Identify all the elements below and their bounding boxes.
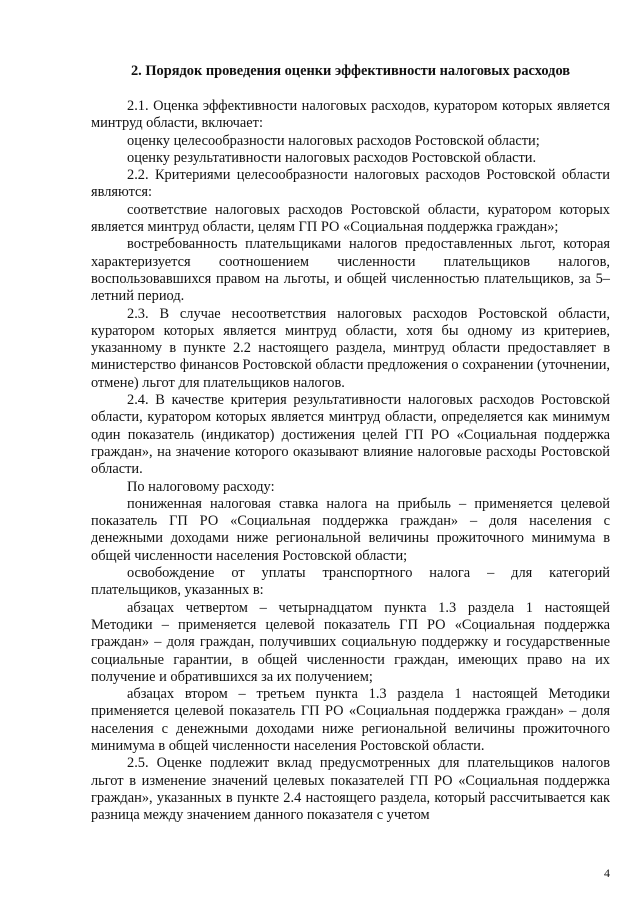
paragraph-item: пониженная налоговая ставка налога на прибыль – применяется целевой показатель ГП РО «Социальная поддержка граждан» – доля населения с денежными доходами ниже региональной величины прожиточного минимума в общей численности населения Ростовской области; — [91, 495, 610, 564]
section-body — [91, 98, 610, 824]
paragraph-2-3: 2.3. В случае несоответствия налоговых расходов Ростовской области, куратором которых является минтруд области, хотя бы одному из критериев, указанному в пункте 2.2 настоящего раздела, минтруд области предоставляет в министерство финансов Ростовской области предложения о сохранении (уточнении, отмене) льгот для плательщиков налогов. — [91, 305, 610, 391]
paragraph-item: абзацах втором – третьем пункта 1.3 раздела 1 настоящей Методики применяется целевой показатель ГП РО «Социальная поддержка граждан» – доля населения с денежными доходами ниже региональной величины прожиточного минимума в общей численности населения Ростовской области. — [91, 686, 610, 754]
paragraph-2-1: 2.1. Оценка эффективности налоговых расходов, куратором которых является минтруд области, включает: — [91, 98, 610, 132]
paragraph-2-5: 2.5. Оценке подлежит вклад предусмотренных для плательщиков налогов льгот в изменение значений целевых показателей ГП РО «Социальная поддержка граждан», указанных в пункте 2.4 настоящего раздела, который рассчитывается как разница между значением данного показателя с учетом — [91, 755, 610, 824]
paragraph-item: оценку целесообразности налоговых расходов Ростовской области; — [127, 132, 540, 149]
section-title: 2. Порядок проведения оценки эффективности налоговых расходов — [130, 63, 571, 79]
paragraph-item: оценку результативности налоговых расходов Ростовской области. — [127, 149, 537, 166]
paragraph-2-2: 2.2. Критериями целесообразности налоговых расходов Ростовской области являются: — [91, 167, 610, 201]
paragraph-item: По налоговому расходу: — [127, 478, 275, 495]
paragraph-2-4: 2.4. В качестве критерия результативности налоговых расходов Ростовской области, куратором которых является минтруд области, определяется как минимум один показатель (индикатор) достижения целей ГП РО «Социальная поддержка граждан», на значение которого оказывают влияние налоговые расходы Ростовской области. — [91, 392, 610, 478]
paragraph-item: освобождение от уплаты транспортного налога – для категорий плательщиков, указанных в: — [91, 565, 610, 599]
page-number: 4 — [604, 866, 610, 880]
paragraph-item: соответствие налоговых расходов Ростовской области, куратором которых является минтруд области, целям ГП РО «Социальная поддержка граждан»; — [91, 201, 610, 236]
paragraph-item: востребованность плательщиками налогов предоставленных льгот, которая характеризуется соотношением численности плательщиков налогов, воспользовавшихся правом на льготы, и общей численностью плательщиков, за 5–летний период. — [91, 236, 610, 305]
paragraph-item: абзацах четвертом – четырнадцатом пункта 1.3 раздела 1 настоящей Методики – применяется целевой показатель ГП РО «Социальная поддержка граждан» – доля граждан, получивших социальную поддержку и государственные социальные гарантии, в общей численности граждан, имеющих право на их получение и обратившихся за их получением; — [91, 599, 610, 685]
